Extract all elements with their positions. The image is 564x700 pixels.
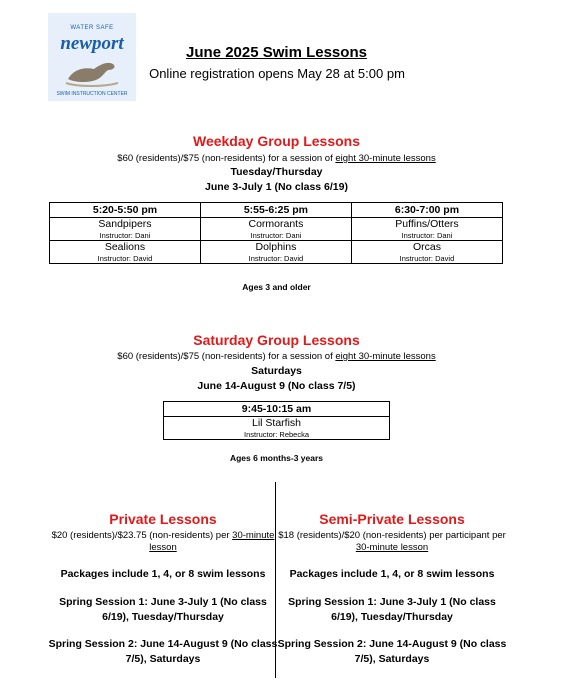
class-cell bbox=[351, 241, 502, 264]
logo-top-text: WATER SAFE bbox=[70, 25, 114, 31]
saturday-schedule-table bbox=[163, 401, 390, 440]
logo-brand: newport bbox=[60, 33, 124, 54]
class-name: Cormorants bbox=[248, 218, 304, 230]
time-slot: 9:45-10:15 am bbox=[164, 402, 390, 417]
private-price bbox=[48, 530, 278, 554]
weekday-price-link: eight 30-minute lessons bbox=[335, 153, 436, 164]
saturday-days: Saturdays bbox=[251, 365, 302, 377]
class-cell bbox=[164, 417, 390, 440]
class-name: Sandpipers bbox=[98, 218, 152, 230]
time-slot: 5:20-5:50 pm bbox=[50, 203, 201, 218]
logo bbox=[48, 13, 136, 101]
instructor: Instructor: David bbox=[248, 254, 304, 263]
semi-private-session-2: Spring Session 2: June 14-August 9 (No class 7/5), Saturdays bbox=[277, 638, 507, 665]
private-price-link: 30-minute lesson bbox=[149, 530, 275, 553]
class-cell bbox=[200, 241, 351, 264]
table-row bbox=[50, 241, 503, 264]
weekday-heading: Weekday Group Lessons bbox=[192, 133, 360, 149]
saturday-dates: June 14-August 9 (No class 7/5) bbox=[197, 380, 356, 392]
saturday-heading: Saturday Group Lessons bbox=[193, 332, 360, 348]
class-name: Sealions bbox=[104, 241, 146, 253]
class-cell bbox=[50, 218, 201, 241]
sea-lion-icon bbox=[64, 57, 120, 87]
class-name: Lil Starfish bbox=[251, 417, 302, 429]
semi-private-session-1: Spring Session 1: June 3-July 1 (No class 6/19), Tuesday/Thursday bbox=[288, 596, 496, 623]
class-cell bbox=[351, 218, 502, 241]
private-packages: Packages include 1, 4, or 8 swim lessons bbox=[60, 568, 266, 580]
class-cell bbox=[50, 241, 201, 264]
class-name: Dolphins bbox=[255, 241, 297, 253]
registration-note: Online registration opens May 28 at 5:00 pm bbox=[149, 66, 405, 81]
instructor: Instructor: David bbox=[97, 254, 153, 263]
table-row bbox=[164, 417, 390, 440]
private-session-2: Spring Session 2: June 14-August 9 (No class 7/5), Saturdays bbox=[48, 638, 278, 665]
weekday-price bbox=[0, 153, 553, 164]
table-row bbox=[50, 218, 503, 241]
saturday-price-text: $60 (residents)/$75 (non-residents) for a session of bbox=[117, 351, 336, 362]
semi-private-price bbox=[277, 530, 507, 554]
table-header-row bbox=[164, 402, 390, 417]
instructor: Instructor: Rebecka bbox=[243, 430, 310, 439]
weekday-days: Tuesday/Thursday bbox=[230, 166, 323, 178]
time-slot: 5:55-6:25 pm bbox=[200, 203, 351, 218]
logo-tagline: SWIM INSTRUCTION CENTER bbox=[56, 91, 128, 97]
private-heading: Private Lessons bbox=[109, 511, 217, 527]
instructor: Instructor: Dani bbox=[401, 231, 453, 240]
instructor: Instructor: Dani bbox=[250, 231, 302, 240]
private-session-1: Spring Session 1: June 3-July 1 (No class 6/19), Tuesday/Thursday bbox=[59, 596, 267, 623]
weekday-price-text: $60 (residents)/$75 (non-residents) for a session of bbox=[117, 153, 336, 164]
semi-private-heading: Semi-Private Lessons bbox=[319, 511, 465, 527]
instructor: Instructor: David bbox=[399, 254, 455, 263]
semi-private-price-text: $18 (residents)/$20 (non-residents) per participant per bbox=[278, 530, 506, 541]
class-cell bbox=[200, 218, 351, 241]
saturday-price-link: eight 30-minute lessons bbox=[335, 351, 436, 362]
semi-private-packages: Packages include 1, 4, or 8 swim lessons bbox=[289, 568, 495, 580]
semi-private-price-link: 30-minute lesson bbox=[355, 542, 429, 553]
saturday-price bbox=[0, 351, 553, 362]
weekday-schedule-table bbox=[49, 202, 503, 264]
weekday-dates: June 3-July 1 (No class 6/19) bbox=[205, 181, 348, 193]
instructor: Instructor: Dani bbox=[99, 231, 151, 240]
table-header-row bbox=[50, 203, 503, 218]
saturday-ages: Ages 6 months-3 years bbox=[229, 453, 324, 463]
time-slot: 6:30-7:00 pm bbox=[351, 203, 502, 218]
class-name: Puffins/Otters bbox=[395, 218, 459, 230]
weekday-ages: Ages 3 and older bbox=[242, 282, 311, 292]
class-name: Orcas bbox=[412, 241, 441, 253]
private-price-text: $20 (residents)/$23.75 (non-residents) per bbox=[51, 530, 233, 541]
page-title: June 2025 Swim Lessons bbox=[186, 44, 367, 61]
